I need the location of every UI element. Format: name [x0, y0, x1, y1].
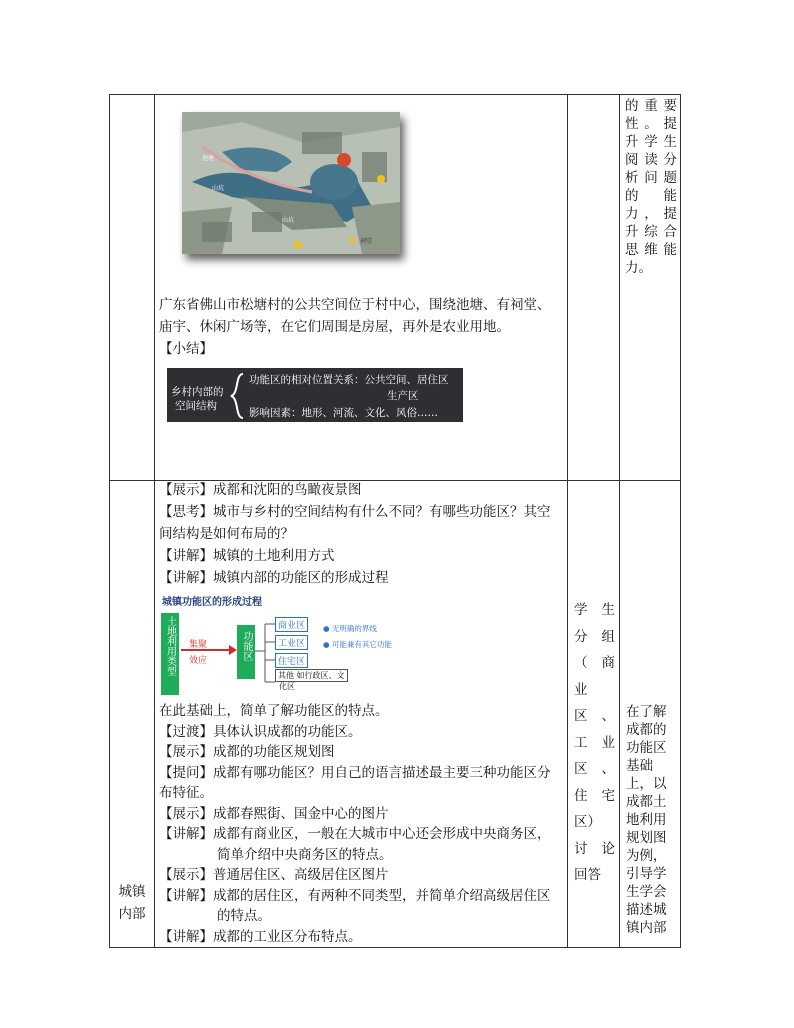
goal-cell [620, 95, 681, 481]
goal-text: 在了解成都的功能区基础上，以成都土地利用规划图为例，引导学生学会描述城镇内部 [626, 704, 667, 936]
teaching-line: 布特征。 [159, 785, 213, 801]
student-activity-char: 、 [601, 708, 615, 724]
section-label: 城镇 [118, 884, 146, 900]
map-label: 山坑 [212, 185, 225, 192]
zone-industrial: 工业区 [275, 635, 308, 650]
paragraph: 庙宇、休闲广场等，在它们周围是房屋，再外是农业用地。 [159, 319, 510, 335]
teaching-line: 【展示】成都的功能区规划图 [159, 744, 335, 760]
teaching-line: 【讲解】成都的工业区分布特点。 [159, 928, 362, 945]
land-use-label: 土地利用类型 [164, 616, 176, 676]
student-activity-char: 、 [601, 761, 615, 777]
teaching-line: 【展示】成都和沈阳的鸟瞰夜景图 [159, 482, 362, 498]
teaching-line: 的特点。 [217, 908, 271, 924]
student-activity-char: 工 [574, 734, 588, 751]
summary-box [167, 368, 463, 422]
pin-red-icon [337, 153, 351, 167]
student-activity-char: 商 [601, 655, 615, 671]
village-map-graphic [182, 112, 400, 254]
student-activity [568, 481, 619, 889]
teaching-line: 在此基础上，简单了解功能区的特点。 [159, 703, 389, 719]
diagram-title: 城镇功能区的形成过程 [162, 597, 262, 608]
teaching-line: 【讲解】成都的居住区，有两种不同类型，并简单介绍高级居住区 [159, 887, 551, 904]
zone-residential: 住宅区 [275, 653, 308, 668]
student-activity-char: 分 [574, 628, 588, 645]
student-activity-char: 住 [574, 787, 588, 804]
student-activity-char: 论 [601, 840, 615, 857]
zone-commercial: 商业区 [275, 617, 308, 632]
arrow-label: 效应 [189, 656, 208, 666]
summary-line: 功能区的相对位置关系：公共空间、居住区 [249, 374, 449, 386]
summary-line: 生产区 [387, 390, 419, 402]
map-label: 山坑 [282, 217, 295, 224]
summary-line: 影响因素：地形、河流、文化、风俗…… [249, 407, 438, 419]
student-activity-char: （ [574, 655, 588, 671]
function-zone-label: 功能区 [241, 631, 252, 661]
table-row [110, 95, 681, 481]
paragraph: 广东省佛山市松塘村的公共空间位于村中心，围绕池塘、有祠堂、 [159, 297, 551, 313]
student-activity-char: 业 [574, 681, 588, 698]
map-label: 池塘 [202, 155, 215, 162]
summary-left-label: 乡村内部的 [171, 386, 224, 398]
student-activity-char: 区） [574, 814, 601, 830]
teaching-line: 【过渡】具体认识成都的功能区。 [159, 723, 362, 740]
goal-text: 的重要性。提升学生阅读分析问题的能力，提升综合思维能力。 [625, 98, 677, 276]
teaching-line: 【思考】城市与乡村的空间结构有什么不同？有哪些功能区？其空 [159, 504, 551, 520]
teaching-line: 【讲解】城镇内部的功能区的形成过程 [159, 570, 389, 586]
brace-icon [227, 372, 249, 420]
student-activity-char: 学 [574, 602, 588, 618]
summary-left-label: 空间结构 [175, 400, 217, 412]
diagram-note: ● 无明确的界线 [323, 624, 377, 633]
teaching-line: 间结构是如何布局的？ [159, 526, 294, 542]
content-cell [155, 481, 568, 948]
student-activity-char: 回答 [574, 867, 601, 883]
teaching-line: 【展示】普通居住区、高级居住区图片 [159, 867, 389, 883]
arrow-icon [181, 645, 237, 655]
zone-other: 其他 如行政区、文 [275, 669, 348, 682]
content-cell [155, 95, 568, 481]
teaching-line: 简单介绍中央商务区的特点。 [217, 846, 393, 863]
teaching-line: 【讲解】成都有商业区，一般在大城市中心还会形成中央商务区， [159, 826, 551, 842]
goal-cell [620, 481, 681, 948]
student-cell [568, 95, 620, 481]
arrow-label: 集聚 [189, 640, 208, 650]
student-activity-char: 生 [601, 602, 615, 618]
student-activity-char: 组 [601, 628, 615, 645]
function-zone-box [237, 625, 255, 679]
section-cell [110, 481, 155, 948]
table-row [110, 481, 681, 948]
diagram-note: ● 可能兼有其它功能 [323, 640, 392, 649]
teaching-line: 【提问】成都有哪功能区？用自己的语言描述最主要三种功能区分 [159, 764, 551, 781]
village-map-image [182, 112, 400, 254]
teaching-line: 【展示】成都春熙街、国金中心的图片 [159, 805, 389, 822]
student-activity-char: 区 [574, 708, 588, 724]
student-activity-char: 讨 [574, 840, 588, 857]
connector-lines [255, 621, 277, 691]
map-label: 祠堂 [360, 238, 373, 245]
function-zone-diagram [159, 591, 391, 699]
student-activity-char: 宅 [601, 787, 615, 804]
teaching-line: 【讲解】城镇的土地利用方式 [159, 548, 335, 564]
section-label: 内部 [118, 906, 146, 922]
land-use-box [161, 613, 179, 695]
lesson-table [109, 94, 681, 948]
pin-yellow-icon [377, 175, 385, 183]
student-activity-char: 业 [601, 734, 615, 751]
student-activity-char: 区 [574, 761, 588, 777]
zone-other: 化区 [279, 682, 295, 691]
section-cell [110, 95, 155, 481]
student-cell [568, 481, 620, 948]
summary-heading: 【小结】 [159, 341, 213, 357]
